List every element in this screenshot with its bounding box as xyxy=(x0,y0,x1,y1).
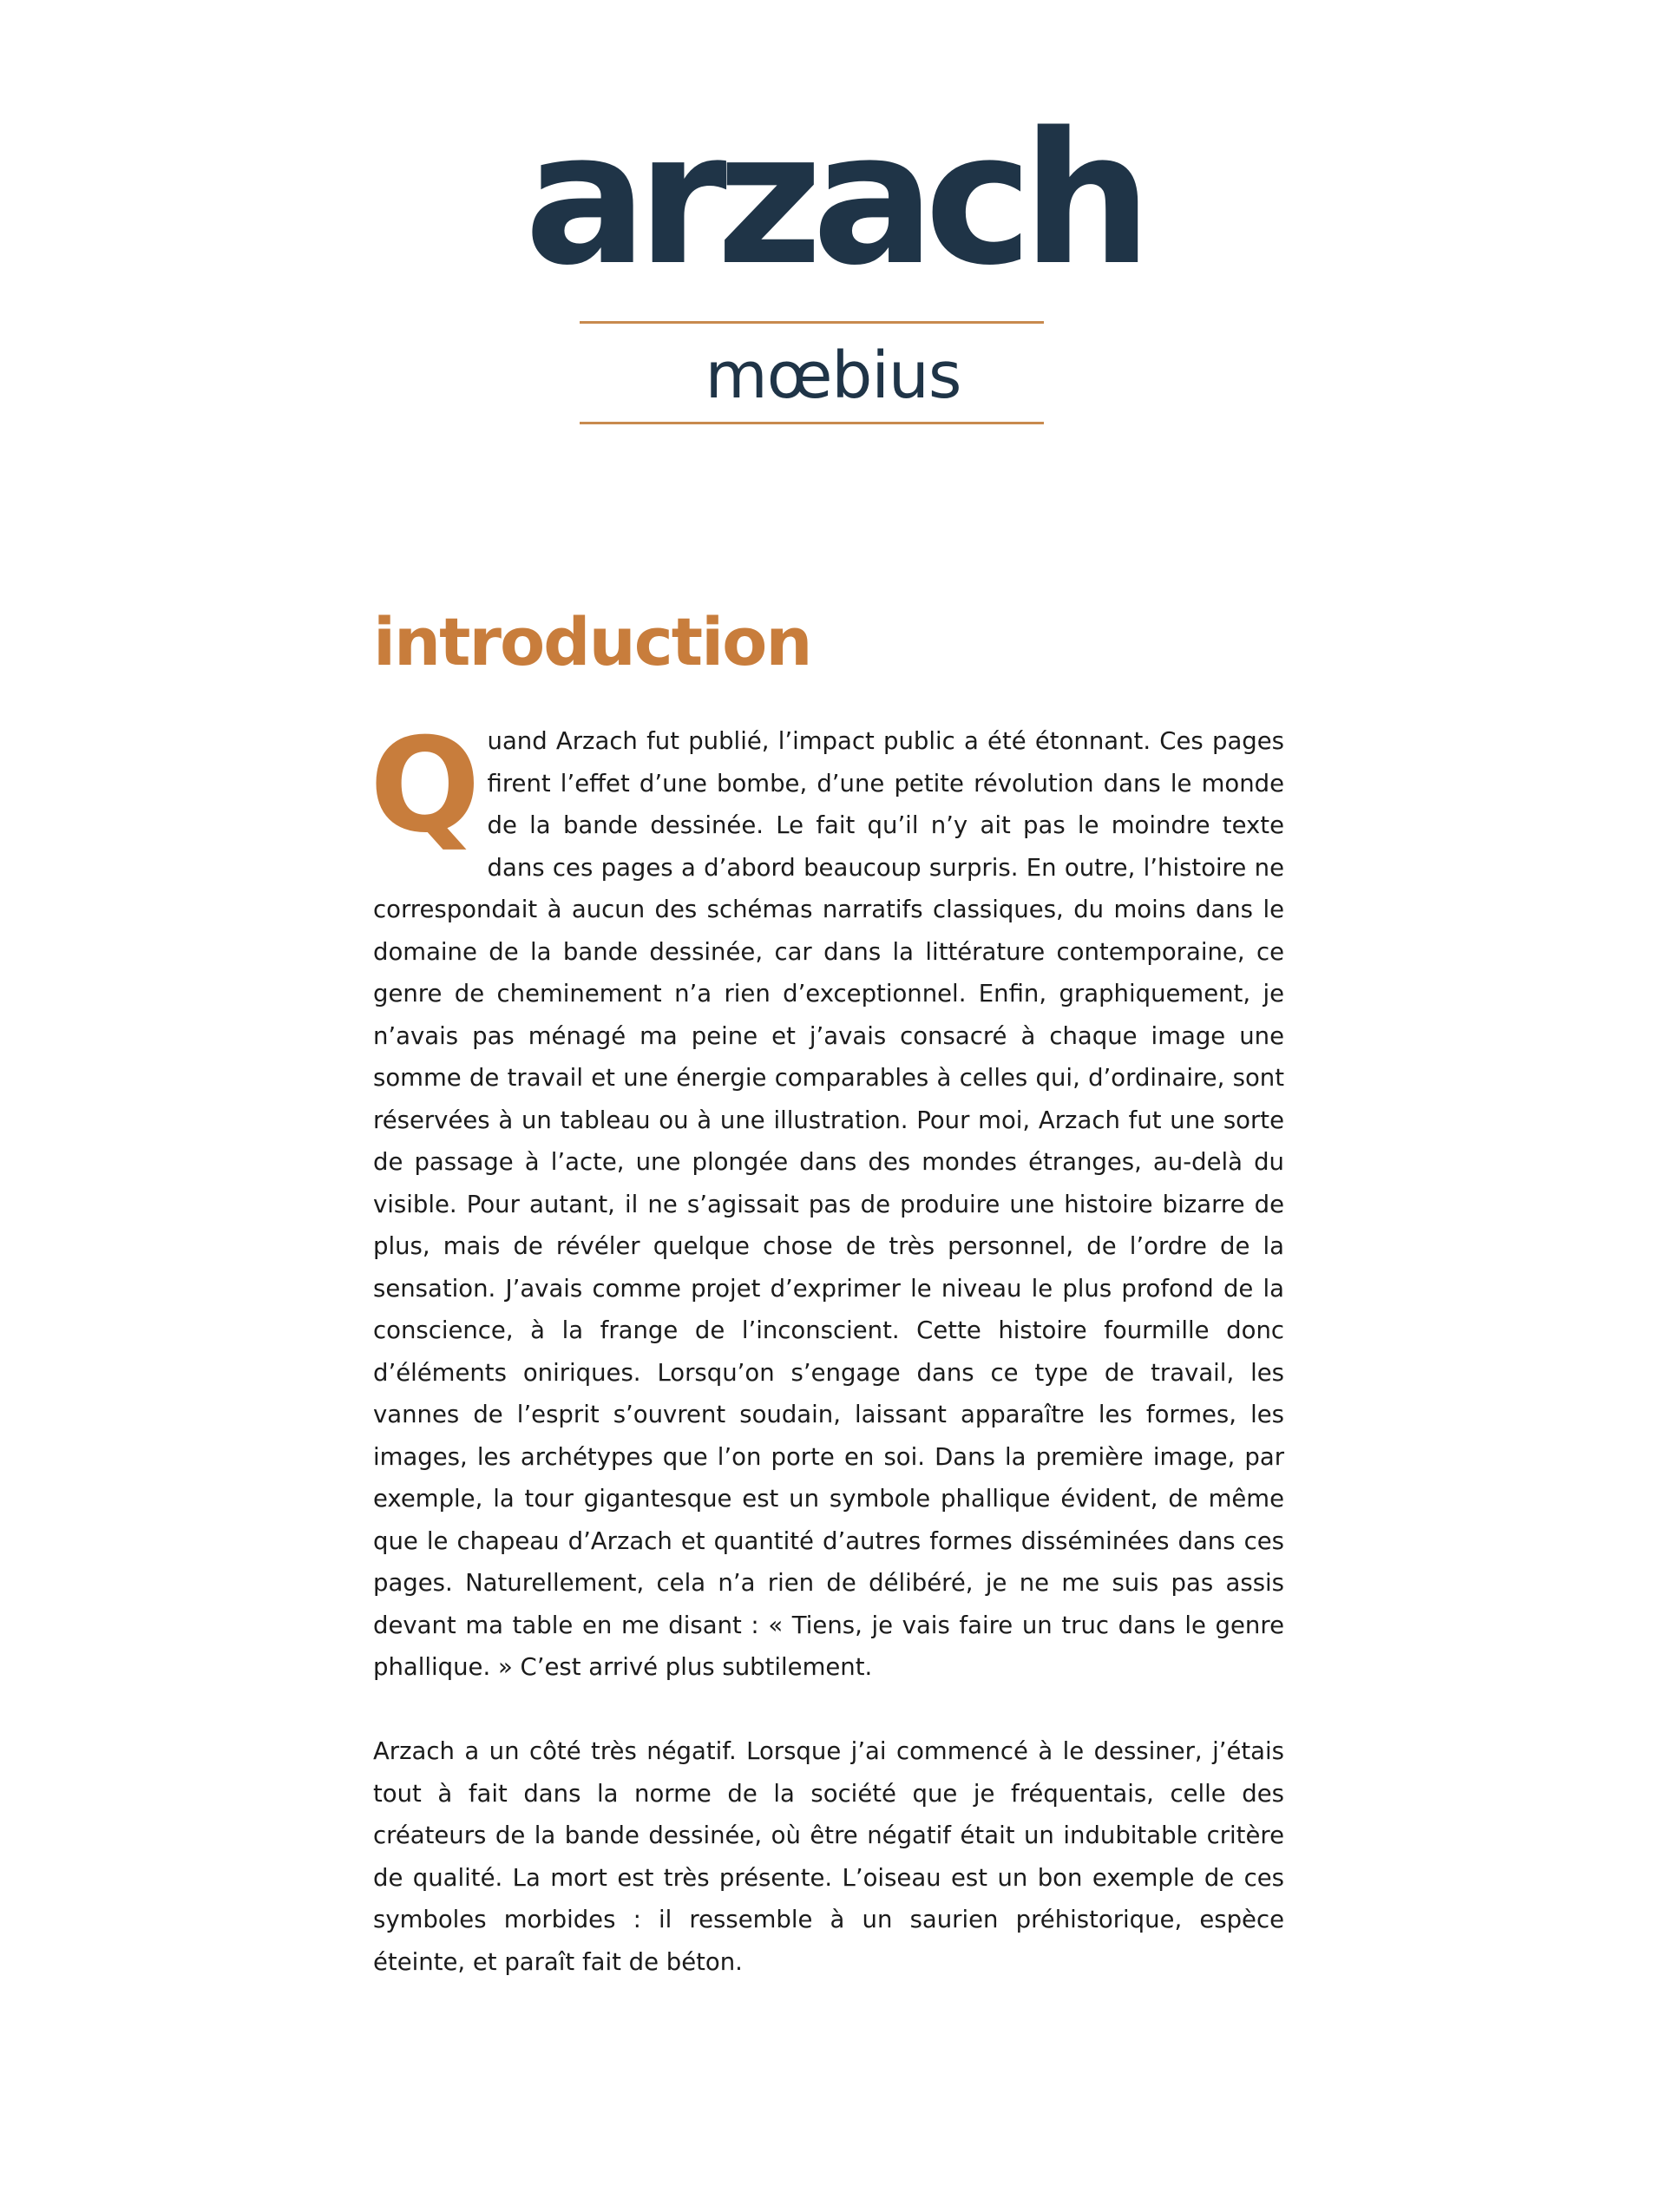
paragraph-2: Arzach a un côté très négatif. Lorsque j’ai commencé à le dessiner, j’étais tout à fait dans la norme de la société que je fréquentais, celle des créateurs de la bande dessinée, où être négatif était un indubitable critère de qualité. La mort est très présente. L’oiseau est un bon exemple de ces symboles morbides : il ressemble à un saurien préhistorique, espèce éteinte, et paraît fait de béton. xyxy=(373,1737,1284,1976)
title-rule-top xyxy=(580,321,1044,324)
book-title: arzach xyxy=(524,93,1142,305)
paragraph-1 xyxy=(370,711,1284,1689)
article-body xyxy=(370,711,1284,1983)
section-heading: introduction xyxy=(373,603,811,680)
drop-cap: Q xyxy=(370,711,481,862)
title-rule-bottom xyxy=(580,422,1044,424)
paragraph-1-text: uand Arzach fut publié, l’impact public a été étonnant. Ces pages firent l’effet d’une bombe, d’une petite révolution dans le monde de la bande dessinée. Le fait qu’il n’y ait pas le moindre texte dans ces pages a d’abord beaucoup surpris. En outre, l’histoire ne correspondait à aucun des schémas narratifs classiques, du moins dans le domaine de la bande dessinée, car dans la littérature contemporaine, ce genre de cheminement n’a rien d’exceptionnel. Enfin, graphiquement, je n’avais pas ménagé ma peine et j’avais consacré à chaque image une somme de travail et une énergie comparables à celles qui, d’ordinaire, sont réservées à un tableau ou à une illustration. Pour moi, Arzach fut une sorte de passage à l’acte, une plongée dans des mondes étranges, au-delà du visible. Pour autant, il ne s’agissait pas de produire une histoire bizarre de plus, mais de révéler quelque chose de très personnel, de l’ordre de la sensation. J’avais comme projet d’exprimer le niveau le plus profond de la conscience, à la frange de l’inconscient. Cette histoire fourmille donc d’éléments oniriques. Lorsqu’on s’engage dans ce type de travail, les vannes de l’esprit s’ouvrent soudain, laissant apparaître les formes, les images, les archétypes que l’on porte en soi. Dans la première image, par exemple, la tour gigantesque est un symbole phallique évident, de même que le chapeau d’Arzach et quantité d’autres formes disséminées dans ces pages. Naturellement, cela n’a rien de délibéré, je ne me suis pas assis devant ma table en me disant : « Tiens, je vais faire un truc dans le genre phallique. » C’est arrivé plus subtilement. xyxy=(373,727,1284,1681)
author-name: mœbius xyxy=(705,338,961,413)
masthead xyxy=(0,0,1666,486)
